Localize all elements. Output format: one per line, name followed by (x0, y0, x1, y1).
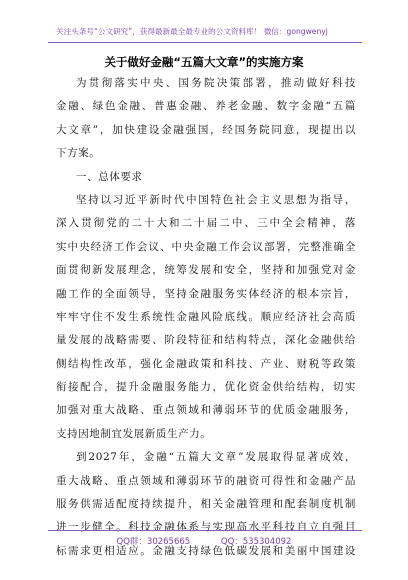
footer-qq-group: QQ群：30265665 (116, 537, 191, 547)
document-title: 关于做好金融“五篇大文章”的实施方案 (104, 55, 304, 69)
body-line: 为贯彻落实中央、国务院决策部署，推动做好科技 (76, 77, 356, 89)
body-line: 融工作的全面领导，坚持金融服务实体经济的根本宗旨， (56, 287, 356, 300)
body-line: 支持因地制宜发展新质生产力。 (56, 427, 212, 440)
body-line: 标需求更相适应。金融支持绿色低碳发展和美丽中国建设 (56, 544, 356, 557)
body-line: 重大战略、重点领域和薄弱环节的融资可得性和金融产品 (56, 474, 356, 487)
body-line: 加强对重大战略、重点领域和薄弱环节的优质金融服务， (56, 404, 356, 417)
body-line: 服务供需适配度持续提升，相关金融管理和配套制度机制 (56, 498, 356, 511)
body-line: 坚持以习近平新时代中国特色社会主义思想为指导， (76, 193, 356, 206)
body-line: 衔接配合，提升金融服务能力，优化资金供给结构，切实 (56, 381, 356, 394)
footer (0, 535, 408, 547)
footer-divider (48, 530, 362, 531)
body-line: 牢牢守住不发生系统性金融风险底线。顺应经济社会高质 (56, 310, 356, 323)
body-line: 下方案。 (56, 147, 101, 160)
body-line: 进一步健全。科技金融体系与实现高水平科技自立自强目 (56, 521, 356, 534)
body-line: 大文章”，加快建设金融强国，经国务院同意，现提出以 (56, 123, 356, 136)
header-divider (48, 42, 362, 43)
body-line: 量发展的战略需要、阶段特征和结构特点，深化金融供给 (56, 334, 356, 347)
body-line: 面贯彻新发展理念，统筹发展和安全，坚持和加强党对金 (56, 264, 356, 277)
body-line: 侧结构性改革，强化金融政策和科技、产业、财税等政策 (56, 357, 356, 370)
header-text: 关注头条号“公文研究”，获得最新最全最专业的公文资料库！ 微信：gongwenyj (56, 27, 328, 36)
body-line: 到2027年，金融“五篇大文章”发展取得显著成效， (76, 451, 356, 464)
body-line: 实中央经济工作会议、中央金融工作会议部署，完整准确全 (56, 240, 356, 253)
body-line: 深入贯彻党的二十大和二十届二中、三中全会精神，落 (56, 217, 356, 230)
body-line: 金融、绿色金融、普惠金融、养老金融、数字金融“五篇 (56, 100, 356, 113)
document-body (56, 72, 356, 563)
section-heading: 一、总体要求 (76, 170, 143, 183)
footer-qq: QQ：535304092 (220, 537, 292, 547)
